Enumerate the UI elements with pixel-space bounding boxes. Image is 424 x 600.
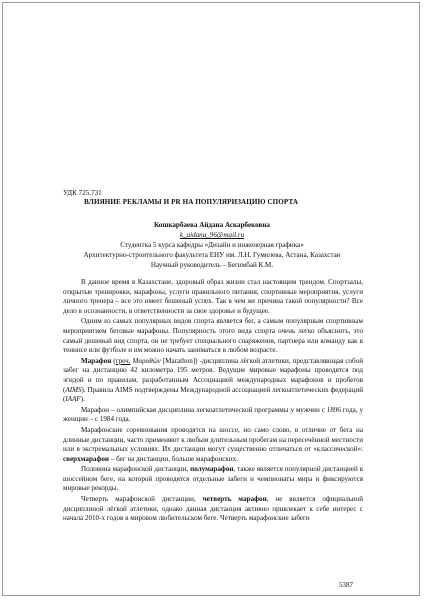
iaaf-abbrev: IAAF <box>65 395 81 404</box>
p5-text: Марафонские соревнования проводятся на шоссе, но само слово, в отличие от бега на длинные дистанции, часто применяют к любым длительным пробегам на пересечённой местности или в экстремальных условиях. Их дистанции могут существенно отличаться от «классической»: <box>63 425 363 454</box>
affiliation-line-2: Архитектурно-строительного факультета ЕНУ им. Л.Н. Гумилева, Астана, Казахстан <box>83 251 341 259</box>
term-quarter-marathon: четверть марафон <box>202 495 267 504</box>
p3-paren-open: ( <box>111 356 116 365</box>
affiliation-line-1: Студентка 5 курса кафедры «Дизайн и инженерная графика» <box>120 241 304 249</box>
author-name: Кошкарбаева Айдана Аскарбековна <box>154 221 270 229</box>
p5-end: – бег на дистанции, больше марафонских. <box>109 454 238 463</box>
article-body <box>63 278 363 524</box>
greek-word: Μαραθών <box>130 356 161 365</box>
term-ultramarathon: сверхмарафон <box>63 454 109 463</box>
author-email-line <box>62 230 362 240</box>
paragraph-1: В данное время в Казахстане, здоровый образ жизни стал настоящим трендом. Спортзалы, открытые тренировки, марафоны, услуги правильного питания, спортивные мероприятия, услуги личного тренера – все это имеет бешеный успех. Так в чем же причина такой популярности? Все дело в осознанности, в ответственности за свое здоровье и будущее. <box>63 278 363 315</box>
p7-text: Четверть марафонской дистанции, <box>81 495 203 504</box>
udk-code: УДК 725.731 <box>63 189 102 197</box>
p3-text: [Marathon]) -дисциплина лёгкой атлетики, представляющая собой забег на дистанцию 42 километра 195 метров. Ведущие мировые марафоны проводятся под эгидой и по правилам, разработанным Ассоциацией международных марафонов и пробегов ( <box>63 356 363 394</box>
page-number: 5387 <box>339 581 353 589</box>
p3-end: ). <box>80 395 85 404</box>
p3-text-2: ). Правила AIMS подтверждены Международной ассоциацией легкоатлетических федераций ( <box>63 385 363 404</box>
term-marathon: Марафон <box>81 356 112 365</box>
p6-text: Половина марафонской дистанции, <box>81 465 191 474</box>
affiliation-line-3: Научный руководитель – Бегимбай К.М. <box>150 261 274 269</box>
paragraph-6 <box>63 465 363 494</box>
author-email[interactable]: k_aidana_96@mail.ru <box>179 231 245 239</box>
p6-end: , также является популярной дистанцией в шоссейном беге, на которой проводятся отдельные забеги и чемпионаты мира и фиксируются мировые рекорды. <box>63 465 363 493</box>
p7-end: , не является официальной дисциплиной лёгкой атлетики, однако данная дистанция активно привлекает к себе интерес с начала 2010-х годов в мировом любительском беге. Четверть марафонские забеги <box>63 495 363 523</box>
greek-link[interactable]: греч. <box>115 356 131 365</box>
paragraph-2: Одним из самых популярных видов спорта является бег, а самым популярным спортивным мероприятием беговые марафоны. Популярность этого вида спорта очень легко объяснить, это самый дешевый вид спорта, он не требует специального снаряжения, партнера или команду как в теннисе или футболе и им можно начать заниматься в любом возрасте. <box>63 317 363 355</box>
paragraph-5 <box>63 426 363 464</box>
paragraph-7 <box>63 495 363 524</box>
paragraph-3 <box>63 357 363 405</box>
article-title: ВЛИЯНИЕ РЕКЛАМЫ И PR НА ПОПУЛЯРИЗАЦИЮ СПОРТА <box>84 198 299 206</box>
term-half-marathon: полумарафон <box>190 465 234 474</box>
paragraph-4: Марафон – олимпийская дисциплина легкоатлетической программы у мужчин с 1896 года, у женщин – с 1984 года. <box>63 405 363 424</box>
aims-abbrev: AIMS <box>65 385 82 394</box>
